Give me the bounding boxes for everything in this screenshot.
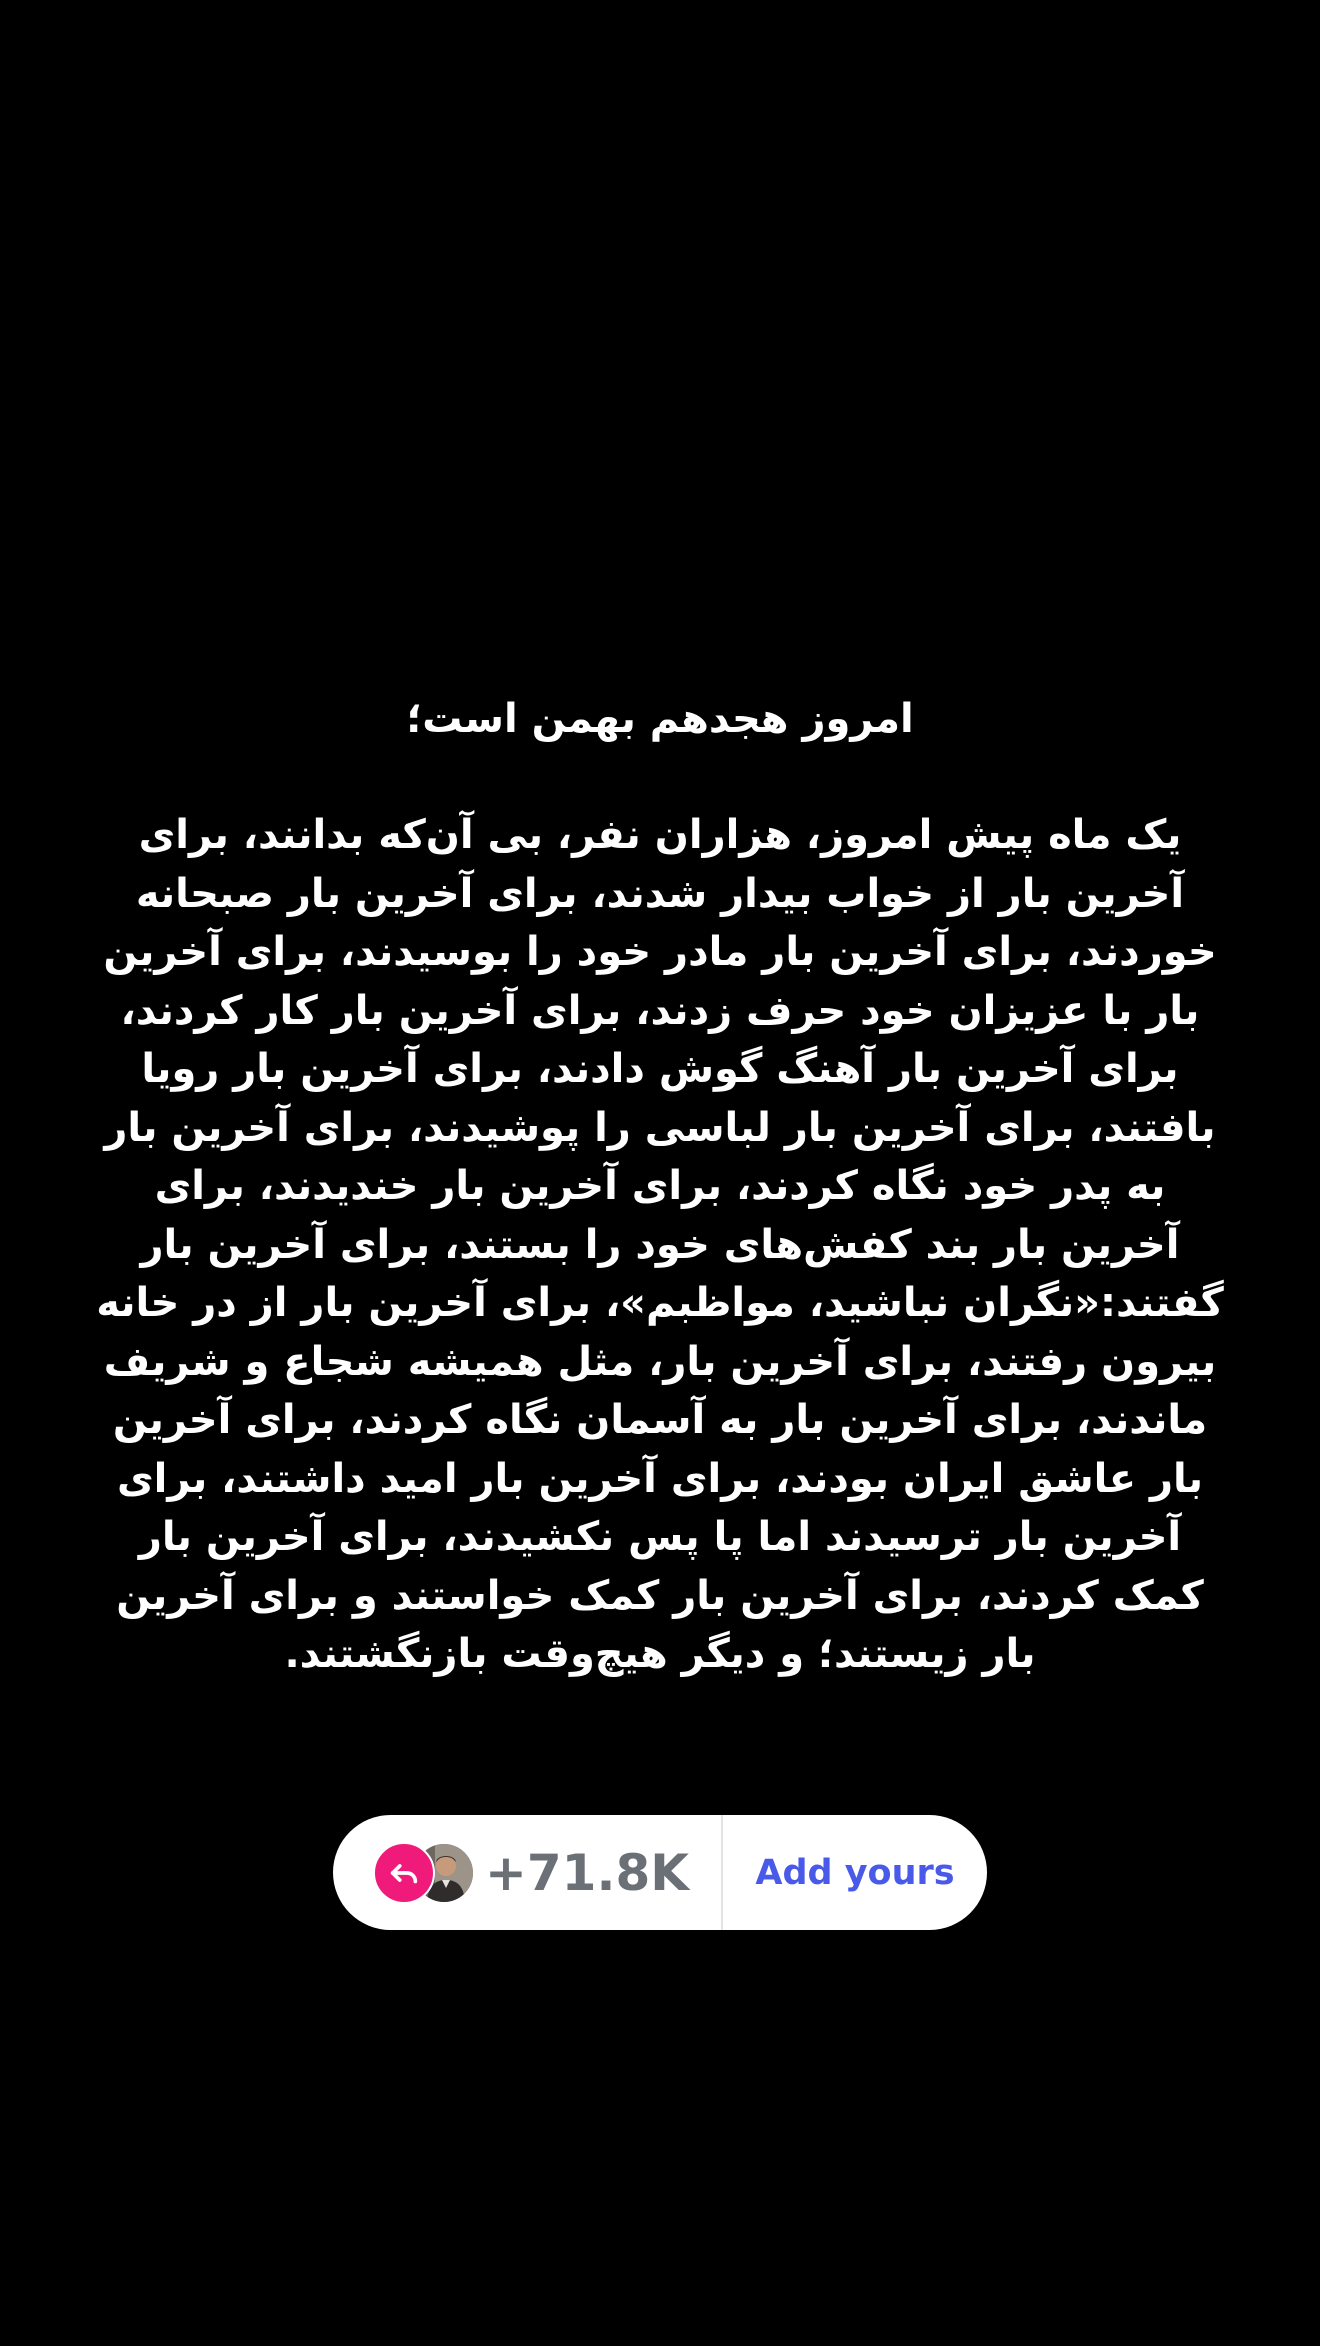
- story-body: یک ماه پیش امروز، هزاران نفر، بی آن‌که بدانند، برای آخرین بار از خواب بیدار شدند، برای آخرین بار صبحانه خوردند، برای آخرین بار مادر خود را بوسیدند، برای آخرین بار با عزیزان خود حرف زدند، برای آخرین بار کار کردند، برای آخرین بار آهنگ گوش دادند، برای آخرین بار رویا بافتند، برای آخرین بار لباسی را پوشیدند، برای آخرین بار به پدر خود نگاه کردند، برای آخرین بار خندیدند، برای آخرین بار بند کفش‌های خود را بستند، برای آخرین بار گفتند:«نگران نباشید، مواظبم»، برای آخرین بار از در خانه بیرون رفتند، برای آخرین بار، مثل همیشه شجاع و شریف ماندند، برای آخرین بار به آسمان نگاه کردند، برای آخرین بار عاشق ایران بودند، برای آخرین بار امید داشتند، برای آخرین بار ترسیدند اما پا پس نکشیدند، برای آخرین بار کمک کردند، برای آخرین بار کمک خواستند و برای آخرین بار زیستند؛ و دیگر هیچ‌وقت بازنگشتند.: [96, 812, 1224, 1677]
- participants-summary[interactable]: [333, 1815, 721, 1930]
- reply-arrow-icon: [373, 1842, 435, 1904]
- add-yours-button[interactable]: Add yours: [755, 1852, 955, 1893]
- participant-count: +71.8K: [485, 1843, 690, 1902]
- avatar-stack: [373, 1842, 477, 1904]
- add-yours-sticker[interactable]: [333, 1815, 987, 1930]
- story-title: امروز هجدهم بهمن است؛: [406, 696, 914, 742]
- story-text-block: [90, 690, 1230, 1684]
